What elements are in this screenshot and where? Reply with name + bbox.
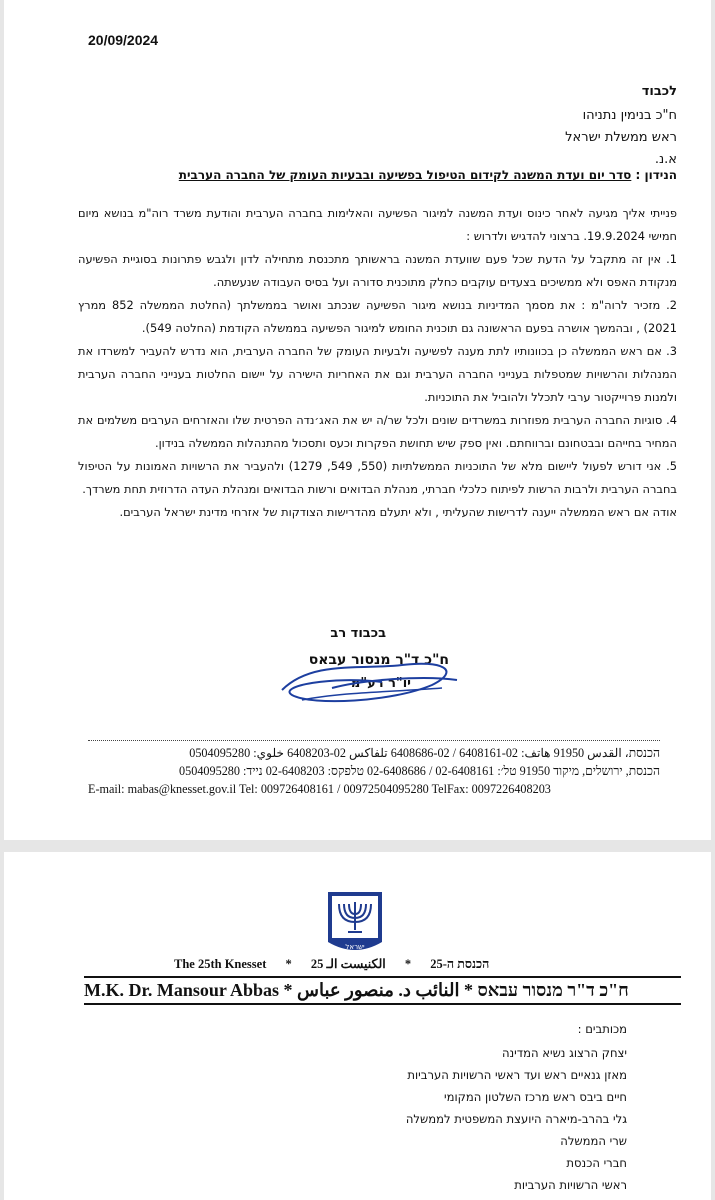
- subject-line: [179, 168, 677, 182]
- recipient-item: חיים ביבס ראש מרכז השלטון המקומי: [444, 1090, 627, 1104]
- recipient-greeting: א.נ.: [654, 152, 677, 167]
- letter-body: [78, 202, 677, 524]
- signature-scribble: [272, 640, 472, 710]
- footer-divider: [88, 740, 660, 741]
- recipient-item: ראשי הרשויות הערביות: [514, 1178, 627, 1192]
- body-point-5: 5. אני דורש לפעול ליישום מלא של התוכניות הממשלתיות (550, 549, 1279) ולהעביר את הרשויות האמונות על הטיפול בחברה הערבית ולרבות הרשות לפיתוח כלכלי חברתי, מנהלת הבדואים ורשות הבדואים ומנהלת העדה הדרוזית תחת משרדך.: [78, 459, 677, 496]
- recipient-item: חברי הכנסת: [566, 1156, 627, 1170]
- recipient-item: מאזן גנאיים ראש ועד ראשי הרשויות הערביות: [407, 1068, 627, 1082]
- footer-english-line: E-mail: mabas@knesset.gov.il Tel: 009726408161 / 00972504095280 TelFax: 0097226408203: [88, 782, 551, 796]
- recipient-item: יצחק הרצוג נשיא המדינה: [501, 1046, 627, 1060]
- body-intro: פנייתי אליך מגיעה לאחר כינוס ועדת המשנה למיגור הפשיעה והאלימות בחברה הערבית והודעת משרד רוה"מ בנושא מיום חמישי 19.9.2024. ברצוני להדגיש ולדרוש :: [78, 206, 677, 243]
- signer-name: ח"כ ד"ר מנסור עבאס: [308, 652, 449, 668]
- recipient-name: ח"כ בנימין נתניהו: [582, 108, 677, 123]
- separator: *: [283, 980, 293, 1000]
- subject-label: הנידון :: [635, 168, 677, 182]
- footer-arabic-line: הכנסת، القدس 91950 هاتف: 02-6408161 / 02-6408686 تلفاكس 02-6408203 خلوي: 0504095280: [189, 746, 660, 760]
- knesset-hebrew: הכנסת ה-25: [430, 957, 490, 971]
- mk-name-line: [84, 976, 681, 1005]
- footer-hebrew-line: הכנסת, ירושלים, מיקוד 91950 טל׳: 02-6408161 / 02-6408686 טלפקס: 02-6408203 נייד: 0504095280: [179, 764, 660, 778]
- knesset-arabic: الكنيست الـ 25: [310, 957, 386, 971]
- recipient-item: שרי הממשלה: [560, 1134, 627, 1148]
- name-english: M.K. Dr. Mansour Abbas: [84, 980, 280, 1000]
- name-hebrew: ח"כ ד"ר מנסור עבאס: [477, 980, 629, 1000]
- subject-text: סדר יום ועדת המשנה לקידום הטיפול בפשיעה ובבעיות העומק של החברה הערבית: [178, 168, 632, 182]
- letter-page: [4, 0, 711, 840]
- separator: *: [463, 980, 473, 1000]
- separator: *: [285, 957, 292, 971]
- recipient-title: ראש ממשלת ישראל: [565, 130, 677, 145]
- salutation: לכבוד: [641, 84, 677, 99]
- letter-date: 20/09/2024: [88, 32, 159, 48]
- letterhead-page: [4, 852, 711, 1200]
- recipient-item: גלי בהרב-מיארה היועצת המשפטית לממשלה: [405, 1112, 627, 1126]
- recipients-label: מכותבים :: [577, 1022, 627, 1036]
- body-point-4: 4. סוגיות החברה הערבית מפוזרות במשרדים שונים ולכל שר/ה יש את האג׳נדה הפרטית שלו והאזרחים הערבים משלמים את המחיר בחייהם ובבטחונם וברווחתם. ואין ספק שיש תחושת הפקרות וכעס ותסכול מהתנהלות הממשלה בנידון.: [78, 413, 677, 450]
- knesset-line: [174, 956, 681, 972]
- signer-title: יו"ר רע"מ: [350, 676, 411, 691]
- knesset-emblem-icon: [324, 888, 386, 960]
- body-closing-paragraph: אודה אם ראש הממשלה ייענה לדרישות שהעליתי , ולא יתעלם מהדרישות הצודקות של אזרחי מדינת ישראל הערבים.: [119, 505, 677, 519]
- body-point-3: 3. אם ראש הממשלה כן בכוונותיו לתת מענה לפשיעה ולבעיות העומק של החברה הערבית, הוא נדרש להעביר למשרדו את המנהלות והרשויות שמטפלות בענייני החברה הערבית וגם את האחריות הישירה על יישום החלטות בענייני החברה הערבית ולמנות פרוייקטור ערבי לתכלל ולהוביל את התוכניות.: [78, 344, 677, 404]
- name-arabic: النائب د. منصور عباس: [297, 980, 460, 1000]
- closing: בכבוד רב: [330, 626, 386, 641]
- knesset-english: The 25th Knesset: [174, 957, 267, 971]
- body-point-1: 1. אין זה מתקבל על הדעת שכל פעם שוועדת המשנה בראשותך מתכנסת מתחילה לדון ולגבש פתרונות בסוגיית הפשיעה מנקודת האפס ולא ממשיכים בצעדים עוקבים כחלק מתוכנית סדורה ועל בסיס העבודה שנעשתה.: [78, 252, 677, 289]
- emblem-text: ישראל: [345, 943, 365, 951]
- separator: *: [404, 957, 412, 971]
- body-point-2: 2. מזכיר לרוה"מ : את מסמך המדיניות בנושא מיגור הפשיעה שנכתב ואושר בממשלתך (החלטת הממשלה 852 ממרץ 2021) , ובהמשך אושרה בפעם הראשונה גם תוכנית החומש למיגור הפשיעה בממשלה הקודמת (החלטה 549).: [78, 298, 677, 335]
